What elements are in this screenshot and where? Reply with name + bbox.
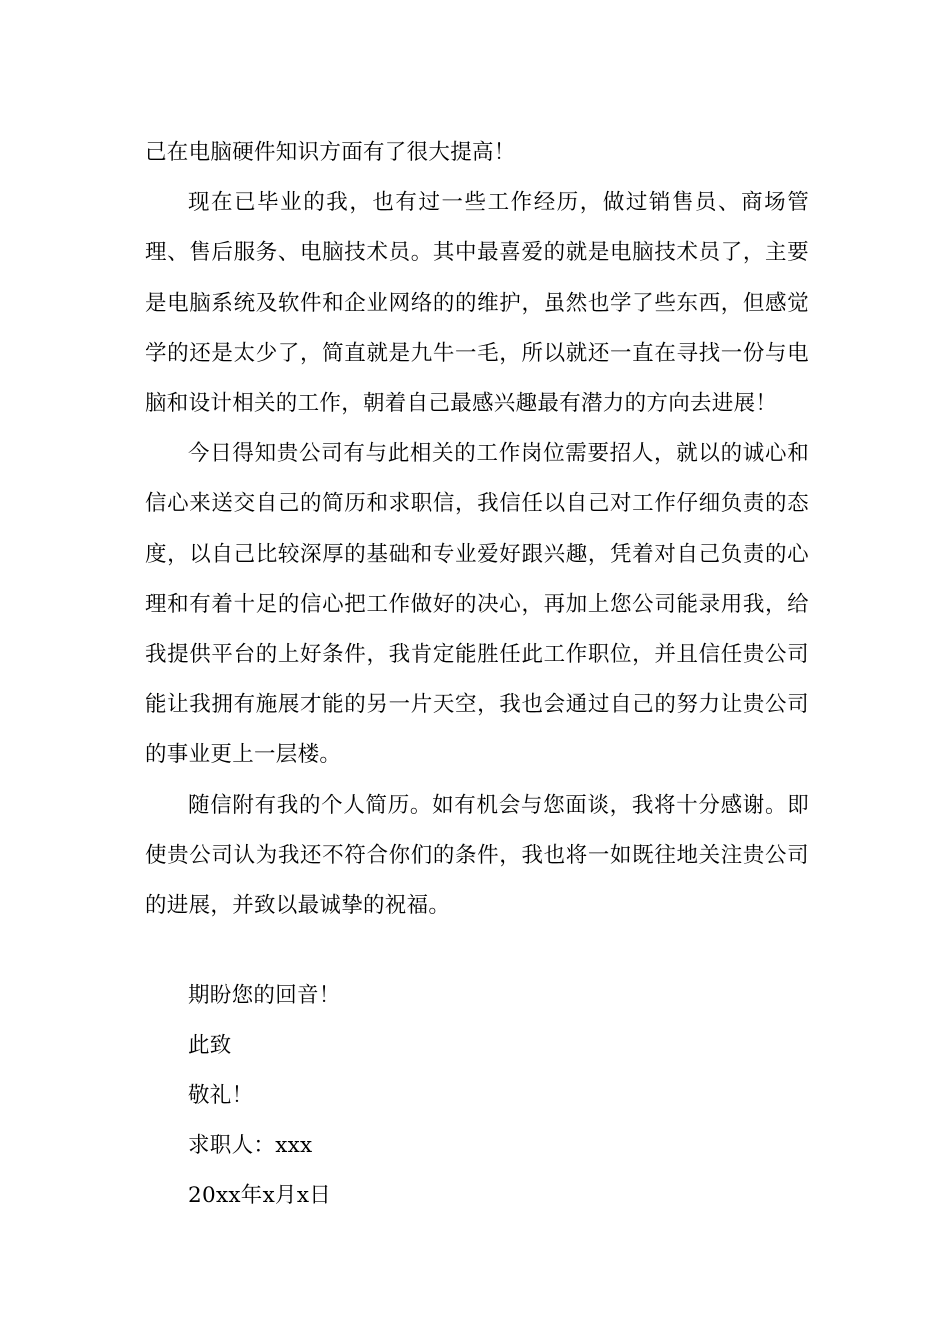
letter-body (145, 128, 809, 931)
closing-hope: 期盼您的回音！ (188, 983, 341, 1008)
paragraph-application: 今日得知贵公司有与此相关的工作岗位需要招人，就以的诚心和信心来送交自己的简历和求职信，我信任以自己对工作仔细负责的态度，以自己比较深厚的基础和专业爱好跟兴趣，凭着对自己负责的心理和有着十足的信心把工作做好的决心，再加上您公司能录用我，给我提供平台的上好条件，我肯定能胜任此工作职位，并且信任贵公司能让我拥有施展才能的另一片天空，我也会通过自己的努力让贵公司的事业更上一层楼。 (145, 441, 809, 768)
paragraph-resume-attached: 随信附有我的个人简历。如有机会与您面谈，我将十分感谢。即使贵公司认为我还不符合你们的条件，我也将一如既往地关注贵公司的进展，并致以最诚挚的祝福。 (145, 792, 809, 919)
letter-date: 20xx年x月x日 (188, 1183, 332, 1208)
applicant-signature: 求职人：xxx (188, 1133, 313, 1158)
closing-jing-li: 敬礼！ (188, 1083, 254, 1108)
closing-ci-zhi: 此致 (188, 1033, 232, 1058)
paragraph-work-experience: 现在已毕业的我，也有过一些工作经历，做过销售员、商场管理、售后服务、电脑技术员。其中最喜爱的就是电脑技术员了，主要是电脑系统及软件和企业网络的的维护，虽然也学了些东西，但感觉学的还是太少了，简直就是九牛一毛，所以就还一直在寻找一份与电脑和设计相关的工作，朝着自己最感兴趣最有潜力的方向去进展！ (145, 190, 809, 417)
paragraph-continuation: 己在电脑硬件知识方面有了很大提高！ (145, 140, 516, 165)
